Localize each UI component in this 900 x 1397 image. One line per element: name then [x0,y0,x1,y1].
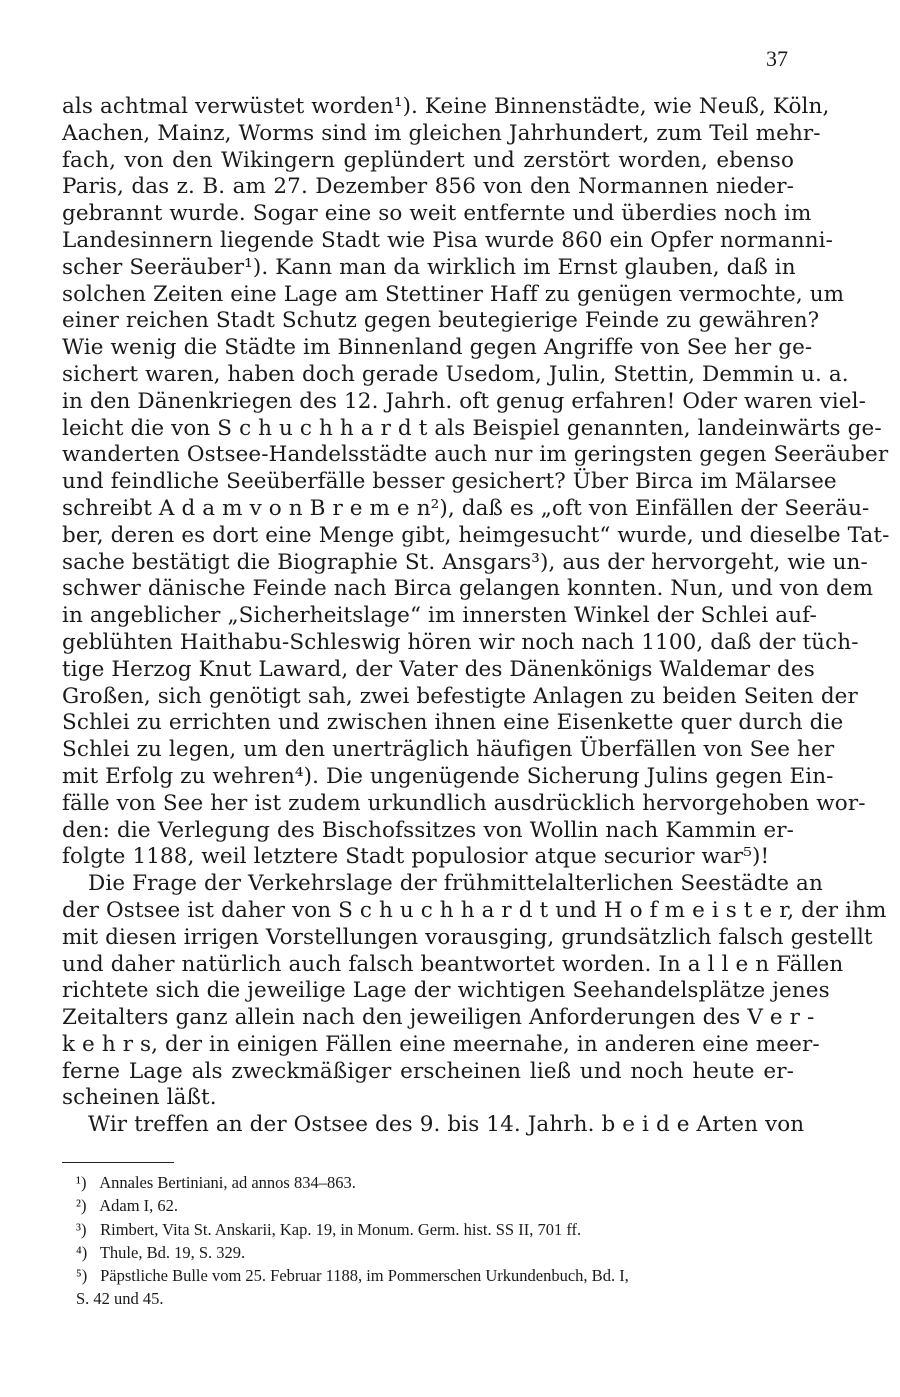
body-line: der Ostsee ist daher von S c h u c h h a r d t und H o f m e i s t e r, der ihm [62,897,887,923]
footnote-text: Adam I, 62. [99,1196,179,1216]
body-line: scheinen läßt. [62,1085,217,1111]
body-line: richtete sich die jeweilige Lage der wichtigen Seehandelsplätze jenes [62,978,830,1004]
body-line: Schlei zu legen, um den unerträglich häufigen Überfällen von See her [62,737,835,763]
body-line: ber, deren es dort eine Menge gibt, heimgesucht“ wurde, und dieselbe Tat- [62,522,890,548]
body-line: schwer dänische Feinde nach Birca gelangen konnten. Nun, und von dem [62,576,874,602]
body-line: und feindliche Seeüberfälle besser gesichert? Über Birca im Mälarsee [62,469,837,495]
body-line: Zeitalters ganz allein nach den jeweiligen Anforderungen des V e r - [62,1005,815,1031]
footnote-mark: ⁴) [76,1242,88,1262]
body-line: als achtmal verwüstet worden¹). Keine Binnenstädte, wie Neuß, Köln, [62,94,830,119]
footnote [76,1264,794,1287]
footnote-text: Rimbert, Vita St. Anskarii, Kap. 19, in Monum. Germ. hist. SS II, 701 ff. [100,1219,582,1239]
footnote [76,1194,794,1217]
body-line: Wie wenig die Städte im Binnenland gegen Angriffe von See her ge- [62,335,813,361]
body-line: fälle von See her ist zudem urkundlich ausdrücklich hervorgehoben wor- [62,790,866,816]
footnote [76,1218,794,1241]
body-line: mit diesen irrigen Vorstellungen vorausging, grundsätzlich falsch gestellt [62,924,873,950]
body-line: fach, von den Wikingern geplündert und zerstört worden, ebenso [62,147,794,173]
footnote-mark: ⁵) [76,1266,88,1286]
body-line: Schlei zu errichten und zwischen ihnen eine Eisenkette quer durch die [62,710,844,736]
footnote-text: Päpstliche Bulle vom 25. Februar 1188, im Pommerschen Urkundenbuch, Bd. I, [100,1266,629,1286]
footnote [76,1171,794,1194]
body-line: Aachen, Mainz, Worms sind im gleichen Jahrhundert, zum Teil mehr- [62,120,821,146]
body-line: geblühten Haithabu-Schleswig hören wir noch nach 1100, daß der tüch- [62,629,859,655]
body-line: in angeblicher „Sicherheitslage“ im innersten Winkel der Schlei auf- [62,603,817,629]
body-line: scher Seeräuber¹). Kann man da wirklich im Ernst glauben, daß in [62,254,796,280]
body-line: solchen Zeiten eine Lage am Stettiner Haff zu genügen vermochte, um [62,281,845,307]
body-line: schreibt A d a m v o n B r e m e n²), daß es „oft von Einfällen der Seeräu- [62,495,870,521]
body-line: Die Frage der Verkehrslage der frühmittelalterlichen Seestädte an [88,871,823,897]
body-line: tige Herzog Knut Laward, der Vater des Dänenkönigs Waldemar des [62,656,815,682]
page-number: 37 [766,46,788,71]
body-line: gebrannt wurde. Sogar eine so weit entfernte und überdies noch im [62,201,812,227]
footnotes [76,1171,794,1311]
footnote-mark: ¹) [76,1173,87,1192]
footnote-mark: ³) [76,1219,87,1239]
body-line: wanderten Ostsee-Handelsstädte auch nur im geringsten gegen Seeräuber [62,442,889,468]
footnote-mark: ²) [76,1196,87,1216]
body-line: Wir treffen an der Ostsee des 9. bis 14. Jahrh. b e i d e Arten von [88,1112,805,1138]
body-line: Landesinnern liegende Stadt wie Pisa wurde 860 ein Opfer normanni- [62,227,834,253]
body-line: den: die Verlegung des Bischofssitzes von Wollin nach Kammin er- [62,817,794,843]
body-line: in den Dänenkriegen des 12. Jahrh. oft genug erfahren! Oder waren viel- [62,388,866,414]
body-line: Paris, das z. B. am 27. Dezember 856 von den Normannen nieder- [62,174,794,200]
body-text [62,94,890,1139]
body-line: leicht die von S c h u c h h a r d t als Beispiel genannten, landeinwärts ge- [62,415,882,441]
footnote-continuation [76,1287,794,1310]
footnote-separator [62,1162,174,1163]
body-line: mit Erfolg zu wehren⁴). Die ungenügende Sicherung Julins gegen Ein- [62,763,834,789]
body-line: sichert waren, haben doch gerade Usedom, Julin, Stettin, Demmin u. a. [62,361,849,387]
body-line: k e h r s, der in einigen Fällen eine meernahe, in anderen eine meer- [62,1031,820,1057]
footnote [76,1241,794,1264]
body-line: und daher natürlich auch falsch beantwortet worden. In a l l e n Fällen [62,951,844,977]
footnote-text: S. 42 und 45. [76,1289,164,1309]
body-line: Großen, sich genötigt sah, zwei befestigte Anlagen zu beiden Seiten der [62,683,858,709]
body-line: sache bestätigt die Biographie St. Ansgars³), aus der hervorgeht, wie un- [62,549,868,575]
footnote-text: Annales Bertiniani, ad annos 834–863. [99,1173,356,1192]
body-line: folgte 1188, weil letztere Stadt populosior atque securior war⁵)! [62,844,770,870]
body-line: ferne Lage als zweckmäßiger erscheinen ließ und noch heute er- [62,1058,794,1084]
body-line: einer reichen Stadt Schutz gegen beutegierige Feinde zu gewähren? [62,308,820,334]
footnote-text: Thule, Bd. 19, S. 329. [99,1242,246,1262]
